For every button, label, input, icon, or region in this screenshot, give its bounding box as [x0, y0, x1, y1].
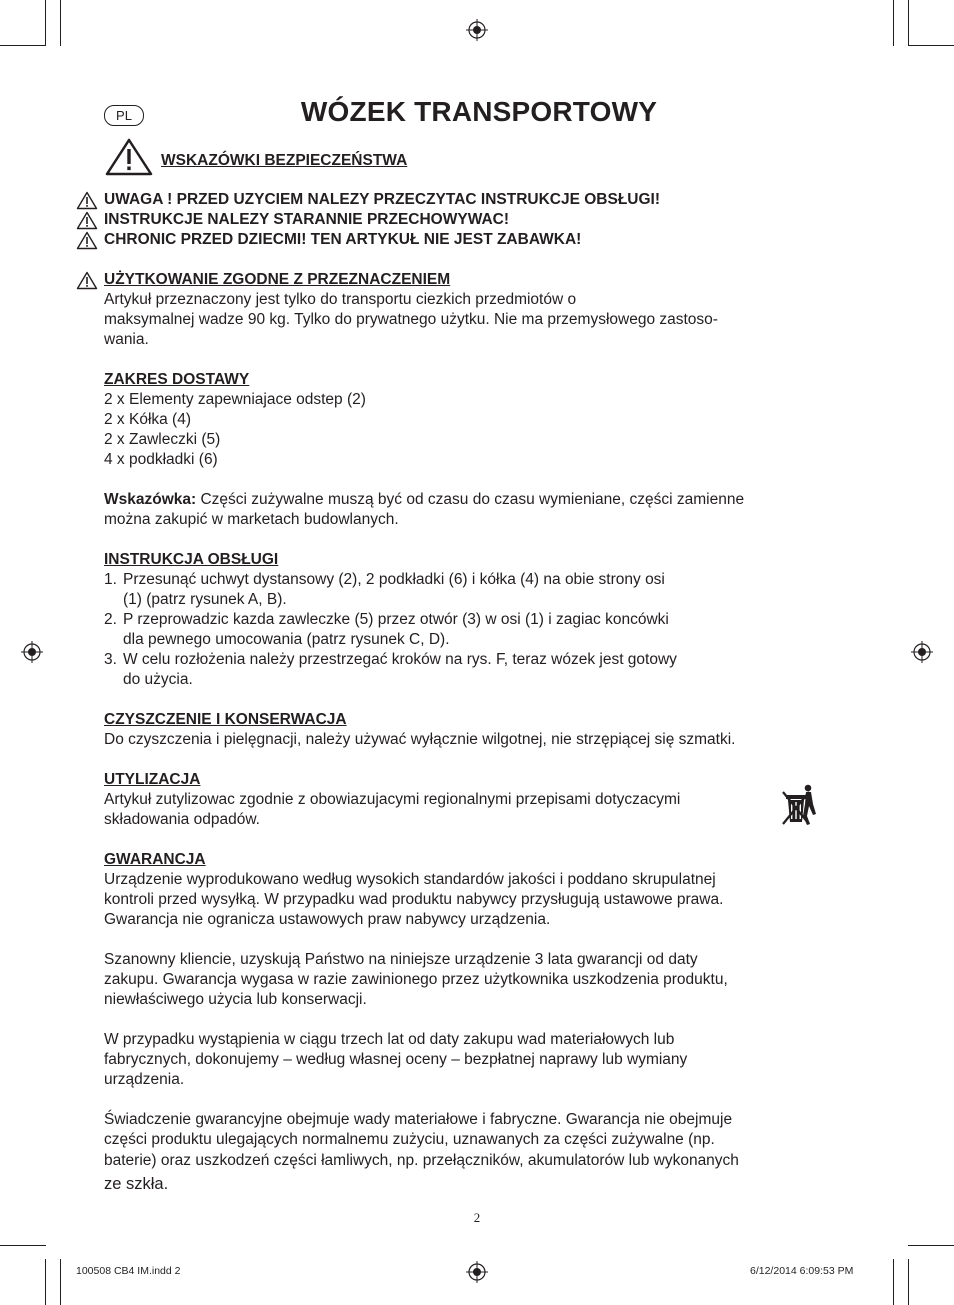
- step-text: (1) (patrz rysunek A, B).: [123, 591, 287, 608]
- registration-mark-icon: [911, 641, 933, 663]
- section-note: [104, 490, 864, 530]
- step-text: dla pewnego umocowania (patrz rysunek C, D).: [123, 631, 450, 648]
- crop-mark: [45, 1259, 46, 1305]
- section-instructions: [104, 550, 864, 690]
- text-line: Artykuł zutylizowac zgodnie z obowiazujacymi regionalnymi przepisami dotyczacymi: [104, 791, 681, 808]
- warning-row: [76, 230, 581, 250]
- text-line: kontroli przed wysyłką. W przypadku wad produktu nabywcy przysługują ustawowe prawa.: [104, 891, 724, 908]
- warranty-paragraph: [104, 1110, 864, 1196]
- language-badge: PL: [104, 105, 144, 126]
- warning-row: [76, 210, 509, 230]
- text-line: maksymalnej wadze 90 kg. Tylko do prywatnego użytku. Nie ma przemysłowego zastoso-: [104, 311, 718, 328]
- text-line: Urządzenie wyprodukowano według wysokich standardów jakości i poddano skrupulatnej: [104, 871, 716, 888]
- crop-mark: [60, 1259, 61, 1305]
- crop-mark: [893, 0, 894, 46]
- warning-triangle-icon: [76, 231, 98, 250]
- step-number: 2.: [104, 611, 117, 628]
- warning-triangle-icon: [76, 211, 98, 230]
- section-heading: INSTRUKCJA OBSŁUGI: [104, 551, 279, 568]
- text-line: wania.: [104, 331, 149, 348]
- warning-triangle-icon: [76, 271, 98, 290]
- section-warranty: [104, 850, 864, 930]
- text-line: Gwarancja nie ogranicza ustawowych praw nabywcy urządzenia.: [104, 911, 551, 928]
- note-label: Wskazówka:: [104, 491, 197, 508]
- text-line: można zakupić w marketach budowlanych.: [104, 511, 399, 528]
- warranty-paragraph: [104, 1030, 864, 1090]
- print-slug-date: 6/12/2014 6:09:53 PM: [750, 1265, 854, 1277]
- step-text: W celu rozłożenia należy przestrzegać kroków na rys. F, teraz wózek jest gotowy: [123, 651, 677, 668]
- page-number: 2: [473, 1210, 481, 1225]
- list-item-continued: [104, 590, 864, 610]
- text-line: urządzenia.: [104, 1071, 185, 1088]
- list-item: 4 x podkładki (6): [104, 451, 218, 468]
- text-line: ze szkła.: [104, 1175, 169, 1193]
- crop-mark: [908, 1245, 954, 1246]
- crop-mark: [893, 1259, 894, 1305]
- section-heading: UTYLIZACJA: [104, 771, 201, 788]
- warning-triangle-icon: [104, 137, 154, 177]
- list-item: 2 x Kółka (4): [104, 411, 192, 428]
- crop-mark: [908, 0, 909, 46]
- text-line: Artykuł przeznaczony jest tylko do transportu ciezkich przedmiotów o: [104, 291, 577, 308]
- safety-heading: WSKAZÓWKI BEZPIECZEŃSTWA: [161, 152, 408, 169]
- registration-mark-icon: [466, 1261, 488, 1283]
- print-slug-file: 100508 CB4 IM.indd 2: [76, 1265, 181, 1277]
- crop-mark: [45, 0, 46, 46]
- list-item: 2 x Elementy zapewniajace odstep (2): [104, 391, 366, 408]
- crossed-bin-icon: [780, 780, 818, 826]
- step-text: do użycia.: [123, 671, 193, 688]
- warning-text: INSTRUKCJE NALEZY STARANNIE PRZECHOWYWAC!: [104, 211, 510, 228]
- list-item: [104, 650, 864, 670]
- warning-triangle-icon: [76, 191, 98, 210]
- text-line: fabrycznych, dokonujemy – według własnej oceny – bezpłatnej naprawy lub wymiany: [104, 1051, 688, 1068]
- section-heading: CZYSZCZENIE I KONSERWACJA: [104, 711, 347, 728]
- crop-mark: [908, 1259, 909, 1305]
- step-number: 3.: [104, 651, 117, 668]
- warning-text: UWAGA ! PRZED UZYCIEM NALEZY PRZECZYTAC INSTRUKCJE OBSŁUGI!: [104, 191, 661, 208]
- text-line: baterie) oraz uszkodzeń części łamliwych, np. przełączników, akumulatorów lub wykonanych: [104, 1152, 739, 1169]
- text-line: [104, 490, 864, 510]
- text-line: części produktu ulegających normalnemu zużyciu, uznawanych za części zużywalne (np.: [104, 1131, 715, 1148]
- crop-mark: [908, 45, 954, 46]
- page-title: WÓZEK TRANSPORTOWY: [300, 96, 658, 127]
- crop-mark: [0, 1245, 46, 1246]
- list-item: [104, 570, 864, 590]
- list-item-continued: [104, 630, 864, 650]
- list-item: [104, 610, 864, 630]
- warranty-paragraph: [104, 950, 864, 1010]
- section-heading: ZAKRES DOSTAWY: [104, 371, 250, 388]
- text-line: składowania odpadów.: [104, 811, 260, 828]
- step-number: 1.: [104, 571, 117, 588]
- text-line: niewłaściwego użycia lub konserwacji.: [104, 991, 367, 1008]
- list-item: 2 x Zawleczki (5): [104, 431, 221, 448]
- section-delivery: [104, 370, 864, 470]
- crop-mark: [0, 45, 46, 46]
- section-cleaning: [104, 710, 864, 750]
- document-body: [104, 270, 864, 1196]
- registration-mark-icon: [466, 19, 488, 41]
- section-disposal: [104, 770, 864, 830]
- text-line: Do czyszczenia i pielęgnacji, należy używać wyłącznie wilgotnej, nie strzępiącej się szmatki.: [104, 731, 736, 748]
- list-item-continued: [104, 670, 864, 690]
- registration-mark-icon: [21, 641, 43, 663]
- text-line: W przypadku wystąpienia w ciągu trzech lat od daty zakupu wad materiałowych lub: [104, 1031, 675, 1048]
- note-text: Części zużywalne muszą być od czasu do czasu wymieniane, części zamienne: [196, 491, 745, 508]
- section-heading: [104, 270, 864, 290]
- text-line: zakupu. Gwarancja wygasa w razie zawinionego przez użytkownika uszkodzenia produktu,: [104, 971, 728, 988]
- step-text: P rzeprowadzic kazda zawleczke (5) przez otwór (3) w osi (1) i zagiac koncówki: [123, 611, 669, 628]
- warning-row: [76, 190, 660, 210]
- warning-text: CHRONIC PRZED DZIECMI! TEN ARTYKUŁ NIE JEST ZABAWKA!: [104, 231, 582, 248]
- text-line: Świadczenie gwarancyjne obejmuje wady materiałowe i fabryczne. Gwarancja nie obejmuje: [104, 1111, 733, 1128]
- heading-text: UŻYTKOWANIE ZGODNE Z PRZEZNACZENIEM: [104, 271, 451, 288]
- section-heading: GWARANCJA: [104, 851, 206, 868]
- crop-mark: [60, 0, 61, 46]
- text-line: Szanowny kliencie, uzyskują Państwo na niniejsze urządzenie 3 lata gwarancji od daty: [104, 951, 698, 968]
- step-text: Przesunąć uchwyt dystansowy (2), 2 podkładki (6) i kółka (4) na obie strony osi: [123, 571, 665, 588]
- section-intended-use: [104, 270, 864, 350]
